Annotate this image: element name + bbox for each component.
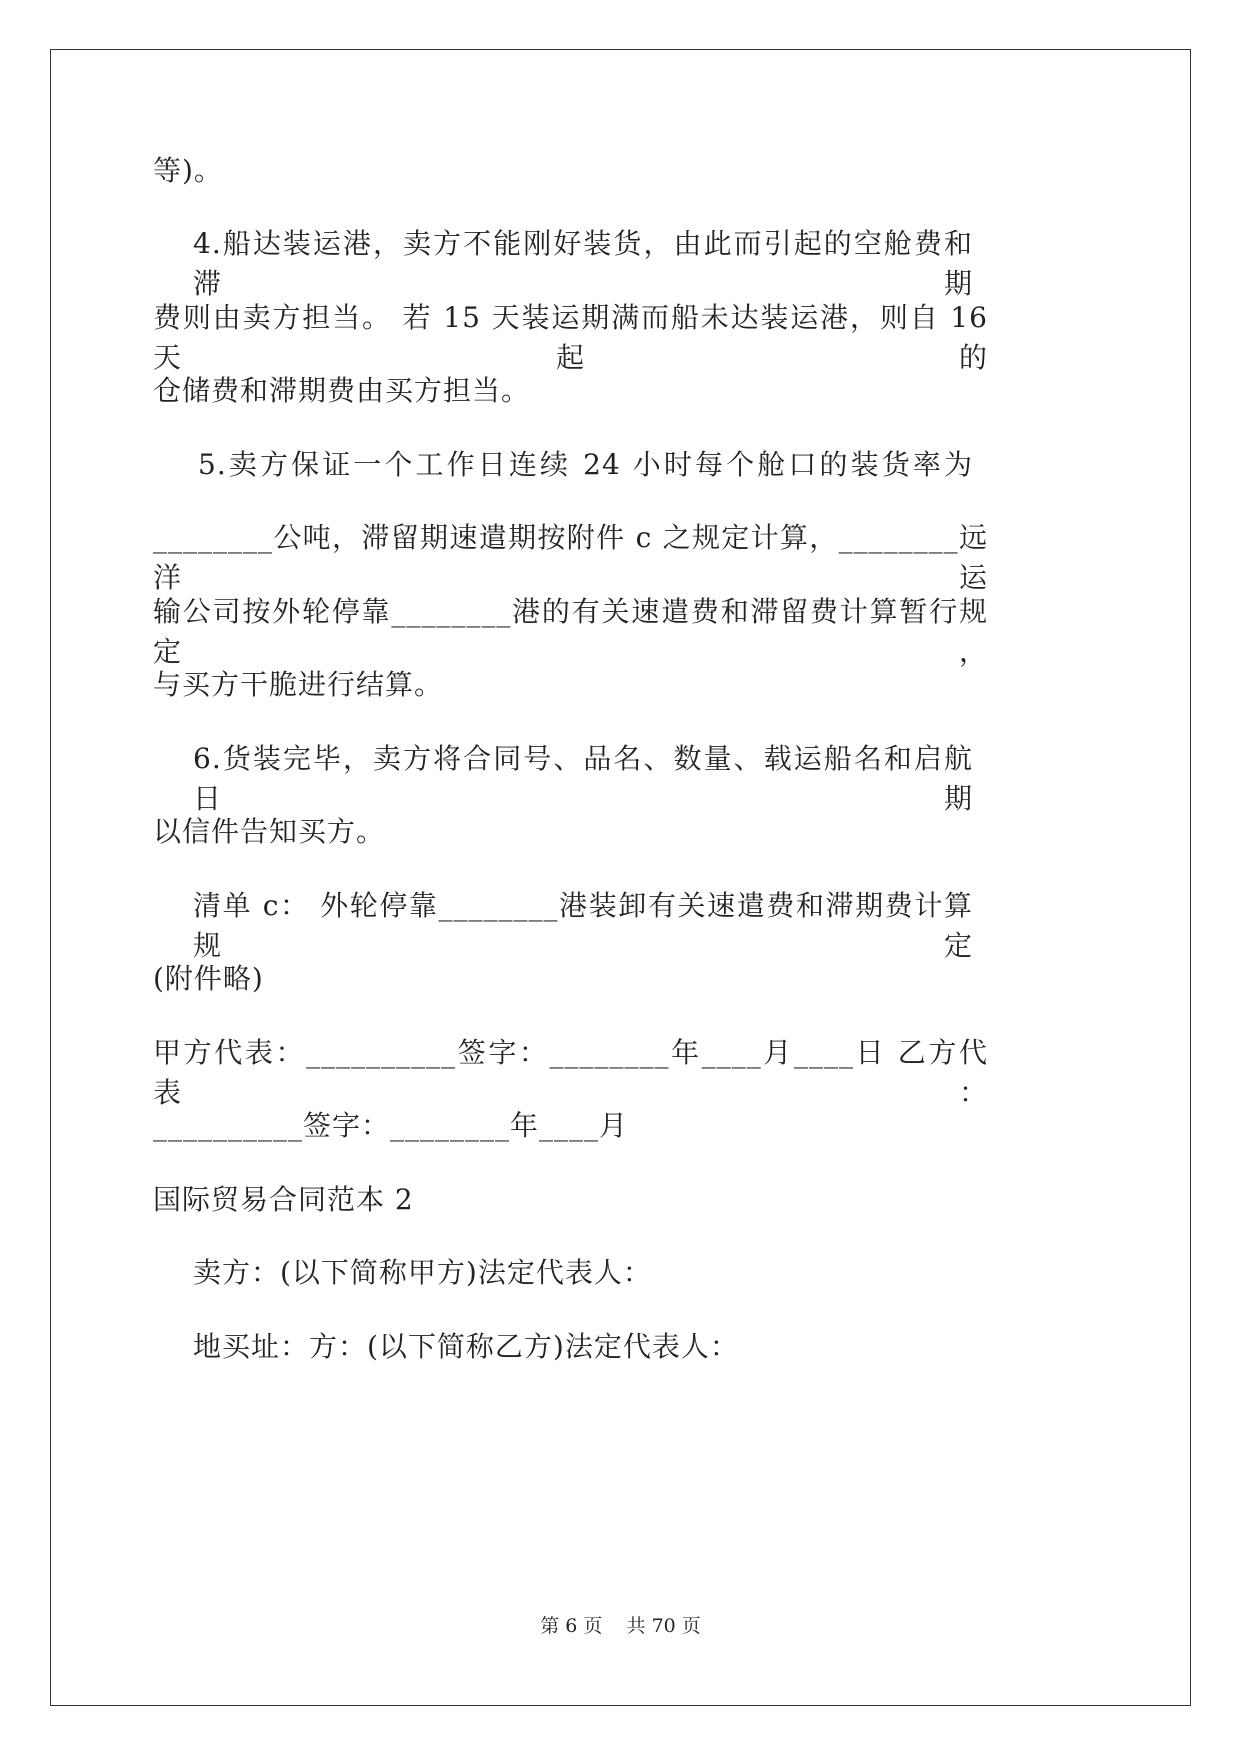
- paragraph-6-line-1: 6.货装完毕，卖方将合同号、品名、数量、载运船名和启航日期: [193, 742, 973, 815]
- paragraph-4-line-1: 4.船达装运港，卖方不能刚好装货，由此而引起的空舱费和滞期: [193, 227, 973, 300]
- paragraph-4-line-2: 费则由卖方担当。 若 15 天装运期满而船未达装运港，则自 16 天起的: [153, 301, 988, 374]
- signature-line-2: __________签字：________年____月: [153, 1109, 629, 1142]
- text-line: 等)。: [153, 154, 223, 187]
- paragraph-5-line-2: ________公吨，滞留期速遣期按附件 c 之规定计算，________远洋运: [153, 521, 988, 594]
- section-heading: 国际贸易合同范本 2: [153, 1183, 414, 1216]
- paragraph-5-line-4: 与买方干脆进行结算。: [153, 668, 444, 701]
- signature-line-1: 甲方代表：__________签字：________年____月____日 乙方代表：: [153, 1036, 988, 1109]
- seller-line: 卖方：(以下简称甲方)法定代表人：: [193, 1256, 652, 1289]
- paragraph-6-line-2: 以信件告知买方。: [153, 815, 386, 848]
- paragraph-5-line-1: 5.卖方保证一个工作日连续 24 小时每个舱口的装货率为: [198, 448, 973, 481]
- page-number-footer: 第 6 页 共 70 页: [540, 1615, 701, 1637]
- paragraph-4-line-3: 仓储费和滞期费由买方担当。: [153, 374, 531, 407]
- appendix-c-line-2: (附件略): [153, 962, 264, 995]
- appendix-c-line-1: 清单 c： 外轮停靠________港装卸有关速遣费和滞期费计算规定: [193, 889, 973, 962]
- paragraph-5-line-3: 输公司按外轮停靠________港的有关速遣费和滞留费计算暂行规定，: [153, 595, 988, 668]
- buyer-line: 地买址：方：(以下简称乙方)法定代表人：: [193, 1330, 739, 1363]
